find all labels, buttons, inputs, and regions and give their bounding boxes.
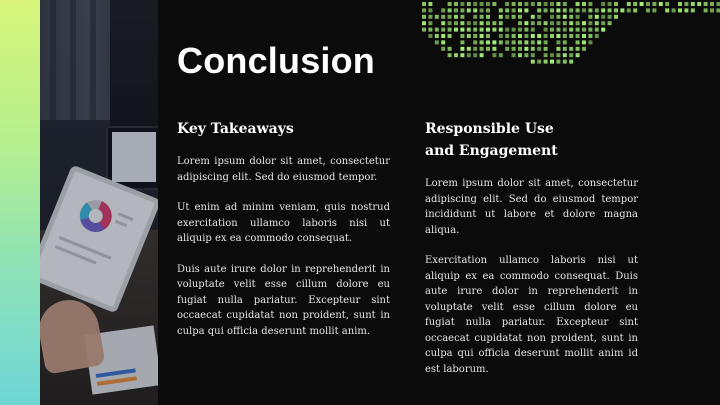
pattern-dot <box>524 53 528 57</box>
pattern-dot <box>563 53 567 57</box>
pattern-dot <box>563 8 567 12</box>
pattern-dot <box>588 15 592 19</box>
pattern-dot <box>544 40 548 44</box>
pattern-dot <box>499 21 503 25</box>
pattern-dot <box>550 21 554 25</box>
pattern-dot <box>544 28 548 32</box>
pattern-dot <box>454 8 458 12</box>
responsible-use-heading <box>425 118 638 162</box>
responsible-use-heading-line2: and Engagement <box>425 143 558 159</box>
pattern-dot <box>588 28 592 32</box>
pattern-dot <box>652 2 656 6</box>
pattern-dot <box>505 28 509 32</box>
responsible-paragraph-2: Exercitation ullamco laboris nisi ut aliquip ex ea commodo consequat. Duis aute irure dolor in reprehenderit in voluptate velit esse cillum dolore eu fugiat nulla pariatur. Excepteur sint occaecat cupidatat non proident, sunt in culpa qui officia deserunt mollit anim id est laborum. <box>425 255 638 375</box>
pattern-dot <box>473 53 477 57</box>
pattern-dot <box>569 28 573 32</box>
pattern-dot <box>652 8 656 12</box>
pattern-dot <box>505 2 509 6</box>
pattern-dot <box>544 8 548 12</box>
pattern-dot <box>601 28 605 32</box>
pattern-dot <box>441 21 445 25</box>
pattern-dot <box>691 8 695 12</box>
pattern-dot <box>473 2 477 6</box>
pattern-dot <box>697 2 701 6</box>
pattern-dot <box>608 21 612 25</box>
pattern-dot <box>499 53 503 57</box>
pattern-dot <box>563 34 567 38</box>
pattern-dot <box>448 8 452 12</box>
pattern-dot <box>550 2 554 6</box>
pattern-dot <box>435 28 439 32</box>
pattern-dot <box>428 34 432 38</box>
responsible-use-heading-line1: Responsible Use <box>425 121 554 137</box>
pattern-dot <box>473 47 477 51</box>
pattern-dot <box>569 60 573 64</box>
pattern-dot <box>556 8 560 12</box>
pattern-dot <box>704 2 708 6</box>
pattern-dot <box>556 60 560 64</box>
pattern-dot <box>550 34 554 38</box>
pattern-dot <box>512 28 516 32</box>
pattern-dot <box>576 34 580 38</box>
pattern-dot <box>537 60 541 64</box>
pattern-dot <box>467 53 471 57</box>
pattern-dot <box>608 2 612 6</box>
pattern-dot <box>467 34 471 38</box>
pattern-dot <box>620 8 624 12</box>
pattern-dot <box>460 47 464 51</box>
pattern-dot <box>537 8 541 12</box>
pattern-dot <box>460 2 464 6</box>
pattern-dot <box>512 53 516 57</box>
pattern-dot <box>524 21 528 25</box>
pattern-dot <box>601 8 605 12</box>
pattern-dot <box>614 2 618 6</box>
photo-shade <box>40 0 158 405</box>
pattern-dot <box>563 47 567 51</box>
pattern-dot <box>435 34 439 38</box>
pattern-dot <box>531 53 535 57</box>
pattern-dot <box>441 40 445 44</box>
pattern-dot <box>486 34 490 38</box>
pattern-dot <box>531 34 535 38</box>
takeaway-paragraph-1: Lorem ipsum dolor sit amet, consectetur adipiscing elit. Sed do eiusmod tempor. <box>177 156 390 183</box>
pattern-dot <box>582 8 586 12</box>
pattern-dot <box>614 8 618 12</box>
pattern-dot <box>454 21 458 25</box>
pattern-dot <box>460 34 464 38</box>
pattern-dot <box>582 47 586 51</box>
pattern-dot <box>544 34 548 38</box>
pattern-dot <box>499 34 503 38</box>
pattern-dot <box>556 40 560 44</box>
pattern-dot <box>550 28 554 32</box>
pattern-dot <box>448 2 452 6</box>
pattern-dot <box>678 2 682 6</box>
pattern-dot <box>563 15 567 19</box>
pattern-dot <box>448 28 452 32</box>
pattern-dot <box>473 28 477 32</box>
pattern-dot <box>550 8 554 12</box>
responsible-use-column <box>425 118 638 392</box>
pattern-dot <box>556 53 560 57</box>
pattern-dot <box>531 15 535 19</box>
pattern-dot <box>505 8 509 12</box>
pattern-dot <box>428 2 432 6</box>
pattern-dot <box>569 21 573 25</box>
pattern-dot <box>486 2 490 6</box>
pattern-dot <box>569 53 573 57</box>
pattern-dot <box>518 47 522 51</box>
pattern-dot <box>467 21 471 25</box>
pattern-dot <box>627 8 631 12</box>
key-takeaways-column <box>177 118 390 354</box>
pattern-dot <box>467 2 471 6</box>
pattern-dot <box>601 15 605 19</box>
pattern-dot <box>486 40 490 44</box>
pattern-dot <box>512 47 516 51</box>
pattern-dot <box>480 15 484 19</box>
pattern-dot <box>428 15 432 19</box>
pattern-dot <box>512 8 516 12</box>
pattern-dot <box>486 28 490 32</box>
pattern-dot <box>595 8 599 12</box>
pattern-dot <box>569 34 573 38</box>
pattern-dot <box>544 53 548 57</box>
dot-pattern-decoration <box>410 0 720 95</box>
pattern-dot <box>544 2 548 6</box>
pattern-dot <box>499 8 503 12</box>
pattern-dot <box>473 40 477 44</box>
pattern-dot <box>524 34 528 38</box>
pattern-dot <box>480 28 484 32</box>
pattern-dot <box>505 15 509 19</box>
pattern-dot <box>460 28 464 32</box>
pattern-dot <box>448 21 452 25</box>
pattern-dot <box>537 40 541 44</box>
pattern-dot <box>486 15 490 19</box>
pattern-dot <box>518 40 522 44</box>
pattern-dot <box>640 2 644 6</box>
office-photo <box>40 0 158 405</box>
pattern-dot <box>576 15 580 19</box>
pattern-dot <box>556 47 560 51</box>
pattern-dot <box>576 40 580 44</box>
pattern-dot <box>435 40 439 44</box>
pattern-dot <box>518 15 522 19</box>
pattern-dot <box>550 60 554 64</box>
pattern-dot <box>544 60 548 64</box>
pattern-dot <box>486 8 490 12</box>
pattern-dot <box>582 34 586 38</box>
pattern-dot <box>480 34 484 38</box>
pattern-dot <box>537 34 541 38</box>
pattern-dot <box>576 21 580 25</box>
key-takeaways-heading: Key Takeaways <box>177 121 294 137</box>
pattern-dot <box>595 21 599 25</box>
pattern-dot <box>569 47 573 51</box>
pattern-dot <box>684 2 688 6</box>
pattern-dot <box>531 21 535 25</box>
pattern-dot <box>556 2 560 6</box>
pattern-dot <box>524 8 528 12</box>
pattern-dot <box>576 2 580 6</box>
pattern-dot <box>595 34 599 38</box>
pattern-dot <box>576 47 580 51</box>
pattern-dot <box>512 2 516 6</box>
pattern-dot <box>505 34 509 38</box>
pattern-dot <box>480 40 484 44</box>
pattern-dot <box>633 2 637 6</box>
pattern-dot <box>480 47 484 51</box>
pattern-dot <box>588 8 592 12</box>
pattern-dot <box>627 2 631 6</box>
pattern-dot <box>422 28 426 32</box>
pattern-dot <box>588 34 592 38</box>
pattern-dot <box>492 28 496 32</box>
pattern-dot <box>441 28 445 32</box>
pattern-dot <box>473 21 477 25</box>
pattern-dot <box>531 40 535 44</box>
pattern-dot <box>659 2 663 6</box>
pattern-dot <box>422 8 426 12</box>
pattern-dot <box>499 28 503 32</box>
pattern-dot <box>448 34 452 38</box>
pattern-dot <box>454 15 458 19</box>
pattern-dot <box>467 47 471 51</box>
pattern-dot <box>492 2 496 6</box>
pattern-dot <box>576 8 580 12</box>
pattern-dot <box>486 21 490 25</box>
pattern-dot <box>646 8 650 12</box>
pattern-dot <box>556 21 560 25</box>
pattern-dot <box>537 15 541 19</box>
pattern-dot <box>672 8 676 12</box>
pattern-dot <box>518 8 522 12</box>
pattern-dot <box>556 34 560 38</box>
pattern-dot <box>499 15 503 19</box>
pattern-dot <box>563 21 567 25</box>
pattern-dot <box>531 2 535 6</box>
pattern-dot <box>460 40 464 44</box>
pattern-dot <box>460 53 464 57</box>
pattern-dot <box>518 2 522 6</box>
pattern-dot <box>492 53 496 57</box>
pattern-dot <box>563 40 567 44</box>
pattern-dot <box>646 2 650 6</box>
pattern-dot <box>569 15 573 19</box>
pattern-dot <box>518 34 522 38</box>
pattern-dot <box>582 40 586 44</box>
pattern-dot <box>588 40 592 44</box>
pattern-dot <box>684 8 688 12</box>
pattern-dot <box>467 28 471 32</box>
pattern-dot <box>441 15 445 19</box>
pattern-dot <box>544 47 548 51</box>
pattern-dot <box>582 2 586 6</box>
pattern-dot <box>512 34 516 38</box>
pattern-dot <box>460 8 464 12</box>
takeaway-paragraph-2: Ut enim ad minim veniam, quis nostrud exercitation ullamco laboris nisi ut aliquip ex ea commodo consequat. <box>177 202 390 244</box>
takeaway-paragraph-3: Duis aute irure dolor in reprehenderit in voluptate velit esse cillum dolore eu fugiat nulla pariatur. Excepteur sint occaecat cupidatat non proident, sunt in culpa qui officia deserunt mollit anim. <box>177 263 390 337</box>
pattern-dot <box>480 53 484 57</box>
pattern-dot <box>563 28 567 32</box>
pattern-dot <box>422 15 426 19</box>
pattern-dot <box>492 21 496 25</box>
pattern-dot <box>518 28 522 32</box>
pattern-dot <box>537 2 541 6</box>
pattern-dot <box>473 34 477 38</box>
pattern-dot <box>512 40 516 44</box>
pattern-dot <box>665 8 669 12</box>
pattern-dot <box>473 15 477 19</box>
pattern-dot <box>473 8 477 12</box>
pattern-dot <box>537 21 541 25</box>
pattern-dot <box>441 47 445 51</box>
pattern-dot <box>576 28 580 32</box>
pattern-dot <box>524 47 528 51</box>
pattern-dot <box>576 53 580 57</box>
pattern-dot <box>633 8 637 12</box>
pattern-dot <box>492 40 496 44</box>
pattern-dot <box>448 53 452 57</box>
pattern-dot <box>480 21 484 25</box>
pattern-dot <box>614 15 618 19</box>
pattern-dot <box>544 21 548 25</box>
page-title: Conclusion <box>177 40 375 81</box>
pattern-dot <box>563 2 567 6</box>
pattern-dot <box>460 15 464 19</box>
pattern-dot <box>512 15 516 19</box>
pattern-dot <box>441 34 445 38</box>
pattern-dot <box>704 8 708 12</box>
pattern-dot <box>531 47 535 51</box>
pattern-dot <box>428 28 432 32</box>
pattern-dot <box>460 21 464 25</box>
pattern-dot <box>608 15 612 19</box>
pattern-dot <box>435 15 439 19</box>
pattern-dot <box>518 53 522 57</box>
pattern-dot <box>595 15 599 19</box>
pattern-dot <box>595 28 599 32</box>
pattern-dot <box>665 2 669 6</box>
pattern-dot <box>480 8 484 12</box>
pattern-dot <box>467 8 471 12</box>
pattern-dot <box>486 47 490 51</box>
pattern-dot <box>608 8 612 12</box>
pattern-dot <box>428 21 432 25</box>
pattern-dot <box>505 40 509 44</box>
pattern-dot <box>505 47 509 51</box>
pattern-dot <box>518 21 522 25</box>
pattern-dot <box>524 40 528 44</box>
responsible-paragraph-1: Lorem ipsum dolor sit amet, consectetur adipiscing elit. Sed do eiusmod tempor incididunt ut labore et dolore magna aliqua. <box>425 178 638 236</box>
pattern-dot <box>448 47 452 51</box>
pattern-dot <box>601 2 605 6</box>
pattern-dot <box>531 28 535 32</box>
pattern-dot <box>524 28 528 32</box>
pattern-dot <box>537 47 541 51</box>
pattern-dot <box>524 2 528 6</box>
pattern-dot <box>716 8 720 12</box>
pattern-dot <box>422 21 426 25</box>
pattern-dot <box>582 28 586 32</box>
pattern-dot <box>582 21 586 25</box>
pattern-dot <box>550 15 554 19</box>
pattern-dot <box>710 8 714 12</box>
pattern-dot <box>499 40 503 44</box>
pattern-dot <box>716 2 720 6</box>
pattern-dot <box>492 47 496 51</box>
pattern-dot <box>454 2 458 6</box>
pattern-dot <box>563 60 567 64</box>
pattern-dot <box>691 2 695 6</box>
pattern-dot <box>678 8 682 12</box>
pattern-dot <box>710 2 714 6</box>
pattern-dot <box>556 28 560 32</box>
pattern-dot <box>531 60 535 64</box>
pattern-dot <box>454 28 458 32</box>
pattern-dot <box>454 53 458 57</box>
pattern-dot <box>569 8 573 12</box>
pattern-dot <box>422 2 426 6</box>
pattern-dot <box>441 8 445 12</box>
gradient-strip <box>0 0 40 405</box>
pattern-dot <box>550 53 554 57</box>
pattern-dot <box>480 2 484 6</box>
pattern-dot <box>588 21 592 25</box>
pattern-dot <box>448 15 452 19</box>
pattern-dot <box>428 8 432 12</box>
pattern-dot <box>556 15 560 19</box>
pattern-dot <box>601 21 605 25</box>
pattern-dot <box>588 2 592 6</box>
